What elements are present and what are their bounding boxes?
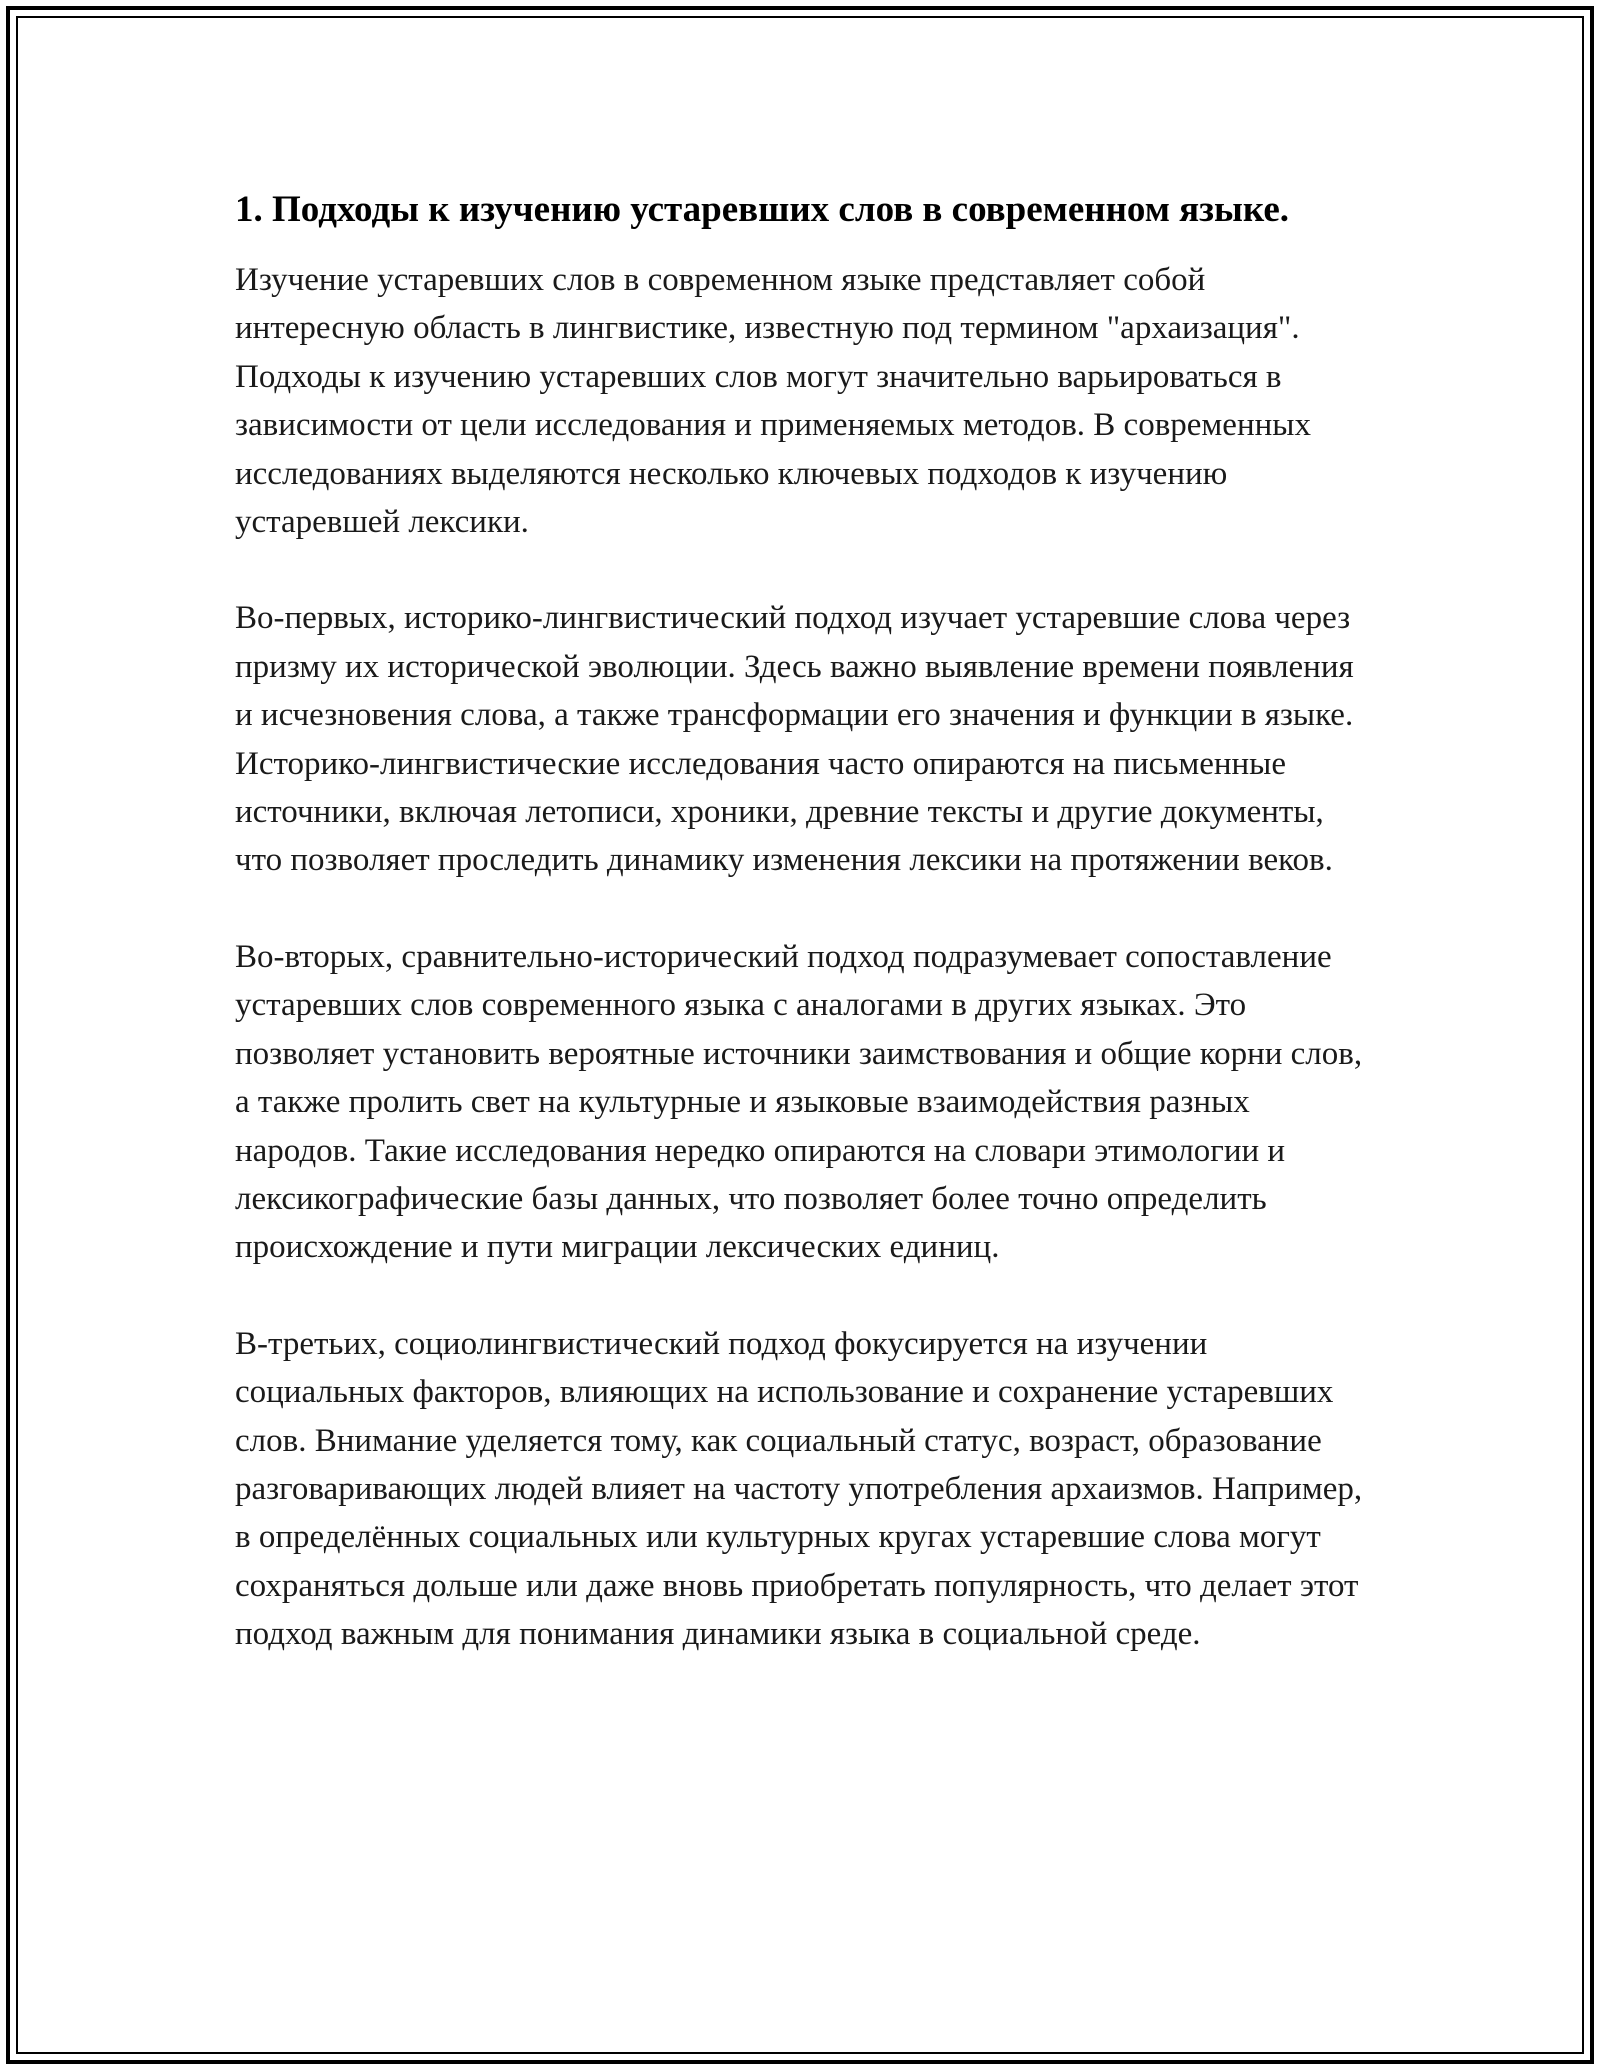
paragraph-intro: Изучение устаревших слов в современном языке представляет собой интересную область в лингвистике, известную под термином "архаизация". Подходы к изучению устаревших слов могут значительно варьироваться в зависимости от цели исследования и применяемых методов. В современных исследованиях выделяются несколько ключевых подходов к изучению устаревшей лексики. — [235, 262, 1311, 541]
paragraph-sociolinguistic: В-третьих, социолингвистический подход фокусируется на изучении социальных факторов, влияющих на использование и сохранение устаревших слов. Внимание уделяется тому, как социальный статус, возраст, образование разговаривающих людей влияет на частоту употребления архаизмов. Например, в определённых социальных или культурных кругах устаревшие слова могут сохраняться дольше или даже вновь приобретать популярность, что делает этот подход важным для понимания динамики языка в социальной среде. — [235, 1325, 1363, 1653]
section-heading: 1. Подходы к изучению устаревших слов в современном языке. — [235, 189, 1289, 230]
document-body — [235, 186, 1375, 1659]
paragraph-historical-linguistic: Во-первых, историко-лингвистический подход изучает устаревшие слова через призму их исторической эволюции. Здесь важно выявление времени появления и исчезновения слова, а также трансформации его значения и функции в языке. Историко-лингвистические исследования часто опираются на письменные источники, включая летописи, хроники, древние тексты и другие документы, что позволяет проследить динамику изменения лексики на протяжении веков. — [235, 600, 1354, 879]
paragraph-comparative-historical: Во-вторых, сравнительно-исторический подход подразумевает сопоставление устаревших слов современного языка с аналогами в других языках. Это позволяет установить вероятные источники заимствования и общие корни слов, а также пролить свет на культурные и языковые взаимодействия разных народов. Такие исследования нередко опираются на словари этимологии и лексикографические базы данных, что позволяет более точно определить происхождение и пути миграции лексических единиц. — [235, 938, 1363, 1266]
